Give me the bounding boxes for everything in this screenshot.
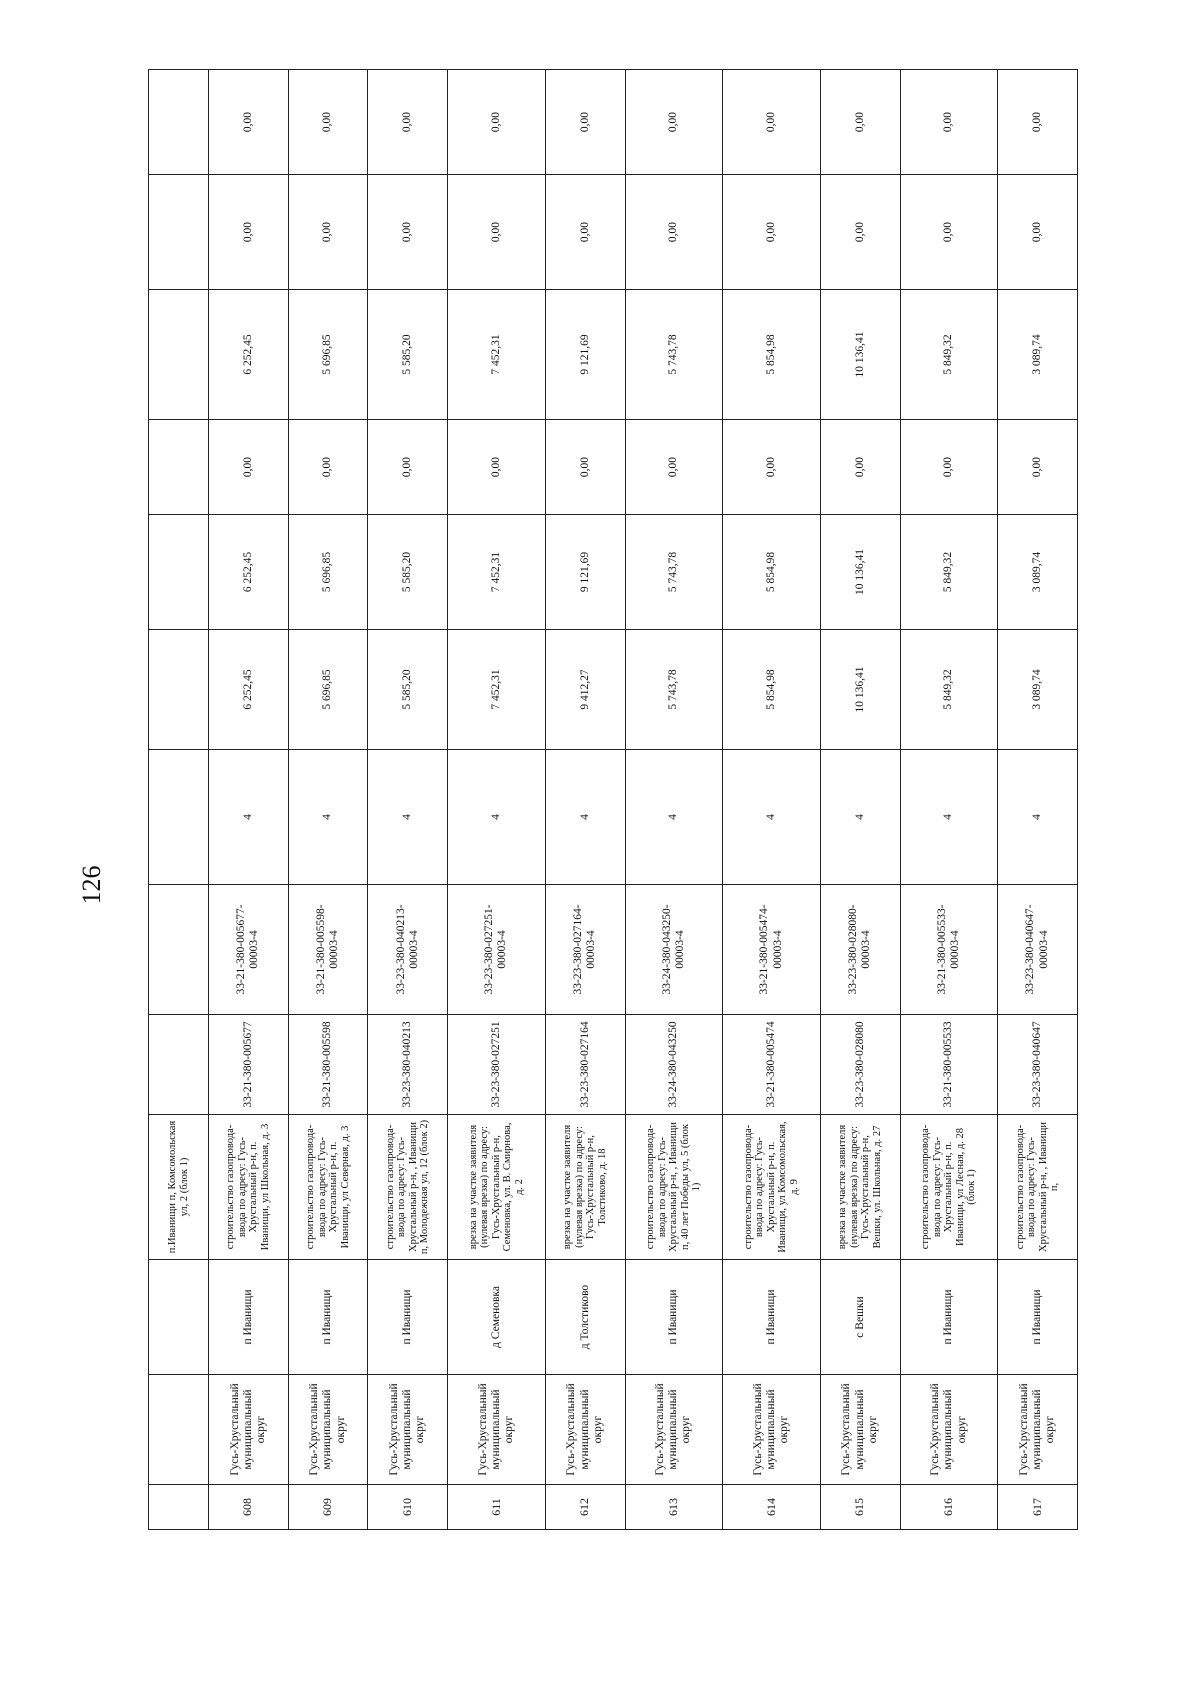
table-cell-category: 4: [900, 750, 998, 885]
table-cell-number: 608: [209, 1485, 289, 1530]
table-cell-category: 4: [723, 750, 821, 885]
table-cell-value-4: 10 136,41: [820, 290, 900, 420]
table-cell-category: 4: [209, 750, 289, 885]
table-cell-locality: п Иванищи: [900, 1260, 998, 1375]
table-row: [209, 70, 289, 1530]
table-cell-category: 4: [998, 750, 1078, 885]
table-cell-value-1: 10 136,41: [820, 630, 900, 750]
table-row: [368, 70, 448, 1530]
table-cell-district: Гусь-Хрустальный муниципальный округ: [368, 1375, 448, 1485]
table-cell-value-3: 0,00: [820, 420, 900, 515]
table-cell-value-5: 0,00: [448, 175, 546, 290]
table-cell-value-6: 0,00: [209, 70, 289, 175]
data-table: [148, 69, 1078, 1530]
table-cell-district: Гусь-Хрустальный муниципальный округ: [820, 1375, 900, 1485]
table-cell-locality: п Иванищи: [998, 1260, 1078, 1375]
table-cell-value-2: 6 252,45: [209, 515, 289, 630]
table-cell-value-3: 0,00: [368, 420, 448, 515]
table-row: [900, 70, 998, 1530]
table-cell-value-1: 5 849,32: [900, 630, 998, 750]
table-cell-object-code: 33-23-380-040647-00003-4: [998, 885, 1078, 1015]
table-cell: [149, 885, 209, 1015]
table-cell-description: строительство газопровода-ввода по адресу: Гусь-Хрустальный р-н, п. Иванищи, ул Северная, д. 3: [288, 1115, 368, 1260]
table-cell-locality: д Семеновка: [448, 1260, 546, 1375]
table-cell-description: врезка на участке заявителя (нулевая врезка) по адресу: Гусь-Хрустальный р-н, Вешки, ул. Школьная, д. 27: [820, 1115, 900, 1260]
table-cell-value-6: 0,00: [625, 70, 723, 175]
table-cell-value-1: 5 743,78: [625, 630, 723, 750]
table-cell: [149, 1375, 209, 1485]
table-cell-category: 4: [288, 750, 368, 885]
table-cell-value-3: 0,00: [625, 420, 723, 515]
table-cell-value-1: 5 696,85: [288, 630, 368, 750]
table-body: [149, 70, 1078, 1530]
table-cell: [149, 70, 209, 175]
table-cell-value-6: 0,00: [545, 70, 625, 175]
table-cell-number: 615: [820, 1485, 900, 1530]
table-cell-district: Гусь-Хрустальный муниципальный округ: [448, 1375, 546, 1485]
table-cell-cadastral-number: 33-23-380-040647: [998, 1015, 1078, 1115]
table-cell-value-1: 9 412,27: [545, 630, 625, 750]
table-cell-district: Гусь-Хрустальный муниципальный округ: [625, 1375, 723, 1485]
table-cell-number: 610: [368, 1485, 448, 1530]
table-row: [545, 70, 625, 1530]
table-cell-number: 613: [625, 1485, 723, 1530]
table-cell-value-1: 6 252,45: [209, 630, 289, 750]
table-cell-value-3: 0,00: [448, 420, 546, 515]
table-cell-value-4: 5 743,78: [625, 290, 723, 420]
table-cell-value-4: 9 121,69: [545, 290, 625, 420]
table-cell-locality: п Иванищи: [625, 1260, 723, 1375]
table-cell: [149, 290, 209, 420]
table-cell-value-5: 0,00: [209, 175, 289, 290]
table-cell-category: 4: [545, 750, 625, 885]
table-cell-value-6: 0,00: [448, 70, 546, 175]
table-cell-value-2: 5 743,78: [625, 515, 723, 630]
table-row-continuation: [149, 70, 209, 1530]
table-cell: [149, 1015, 209, 1115]
table-cell: [149, 1485, 209, 1530]
table-cell-category: 4: [625, 750, 723, 885]
table-row: [723, 70, 821, 1530]
table-cell-value-5: 0,00: [368, 175, 448, 290]
table-cell-object-code: 33-23-380-028080-00003-4: [820, 885, 900, 1015]
table-cell-value-4: 5 585,20: [368, 290, 448, 420]
table-cell-district: Гусь-Хрустальный муниципальный округ: [900, 1375, 998, 1485]
table-cell: [149, 175, 209, 290]
table-cell-locality: п Иванищи: [209, 1260, 289, 1375]
table-cell-object-code: 33-21-380-005677-00003-4: [209, 885, 289, 1015]
table-cell-number: 609: [288, 1485, 368, 1530]
table-cell-description: строительство газопровода-ввода по адресу: Гусь-Хрустальный р-н, п. Иванищи, ул Комсомольская, д. 9: [723, 1115, 821, 1260]
table-cell-value-4: 5 854,98: [723, 290, 821, 420]
table-cell-value-4: 5 849,32: [900, 290, 998, 420]
table-row: [625, 70, 723, 1530]
table-cell-value-2: 5 585,20: [368, 515, 448, 630]
table-cell-object-code: 33-21-380-005533-00003-4: [900, 885, 998, 1015]
table-cell-district: Гусь-Хрустальный муниципальный округ: [723, 1375, 821, 1485]
table-cell-district: Гусь-Хрустальный муниципальный округ: [998, 1375, 1078, 1485]
table-cell-district: Гусь-Хрустальный муниципальный округ: [545, 1375, 625, 1485]
table-cell-cadastral-number: 33-21-380-005533: [900, 1015, 998, 1115]
table-cell-cadastral-number: 33-21-380-005474: [723, 1015, 821, 1115]
table-cell-value-3: 0,00: [723, 420, 821, 515]
table-cell-value-5: 0,00: [288, 175, 368, 290]
table-row: [448, 70, 546, 1530]
table-cell: [149, 420, 209, 515]
table-cell-value-3: 0,00: [998, 420, 1078, 515]
table-cell-description: строительство газопровода-ввода по адресу: Гусь-Хрустальный р-н, п. Иванищи, ул Лесная, д. 28 (блок 1): [900, 1115, 998, 1260]
table-row: [820, 70, 900, 1530]
table-cell-cadastral-number: 33-23-380-028080: [820, 1015, 900, 1115]
table-cell-object-code: 33-21-380-005598-00003-4: [288, 885, 368, 1015]
table-row: [998, 70, 1078, 1530]
table-cell-value-2: 5 849,32: [900, 515, 998, 630]
table-cell-number: 612: [545, 1485, 625, 1530]
table-cell-value-3: 0,00: [209, 420, 289, 515]
table-cell-value-4: 7 452,31: [448, 290, 546, 420]
table-cell-value-1: 3 089,74: [998, 630, 1078, 750]
table-cell-locality: д Толстиково: [545, 1260, 625, 1375]
table-cell-value-5: 0,00: [545, 175, 625, 290]
table-cell-locality: п Иванищи: [288, 1260, 368, 1375]
table-cell-value-3: 0,00: [900, 420, 998, 515]
table-cell-number: 617: [998, 1485, 1078, 1530]
table-cell-value-1: 7 452,31: [448, 630, 546, 750]
table-cell-value-6: 0,00: [998, 70, 1078, 175]
table-cell: [149, 515, 209, 630]
table-cell-value-6: 0,00: [723, 70, 821, 175]
table-cell-number: 614: [723, 1485, 821, 1530]
table-row: [288, 70, 368, 1530]
table-cell-value-2: 5 854,98: [723, 515, 821, 630]
table-cell-object-code: 33-23-380-040213-00003-4: [368, 885, 448, 1015]
table-cell-cadastral-number: 33-21-380-005598: [288, 1015, 368, 1115]
table-cell-district: Гусь-Хрустальный муниципальный округ: [209, 1375, 289, 1485]
table-cell-description: строительство газопровода-ввода по адресу: Гусь-Хрустальный р-н, п. Иванищи, ул Школьная, д. 3: [209, 1115, 289, 1260]
table-cell-value-2: 7 452,31: [448, 515, 546, 630]
table-cell: [149, 750, 209, 885]
table-cell-value-2: 10 136,41: [820, 515, 900, 630]
table-cell-value-2: 9 121,69: [545, 515, 625, 630]
table-cell-cadastral-number: 33-24-380-043250: [625, 1015, 723, 1115]
table-cell-value-5: 0,00: [998, 175, 1078, 290]
table-cell-number: 611: [448, 1485, 546, 1530]
table-cell-description: строительство газопровода-ввода по адресу: Гусь-Хрустальный р-н, , Иванищи п, 40 лет Победы ул, 5 (блок 1): [625, 1115, 723, 1260]
table-cell-number: 616: [900, 1485, 998, 1530]
table-cell-value-1: 5 585,20: [368, 630, 448, 750]
table-cell-locality: п Иванищи: [368, 1260, 448, 1375]
table-cell-value-6: 0,00: [288, 70, 368, 175]
table-cell: [149, 630, 209, 750]
table-cell-value-3: 0,00: [288, 420, 368, 515]
table-cell-cadastral-number: 33-23-380-027164: [545, 1015, 625, 1115]
table-cell-value-1: 5 854,98: [723, 630, 821, 750]
table-cell-value-6: 0,00: [368, 70, 448, 175]
table-cell-object-code: 33-21-380-005474-00003-4: [723, 885, 821, 1015]
table-cell-cadastral-number: 33-23-380-040213: [368, 1015, 448, 1115]
table-cell-description: строительство газопровода-ввода по адресу: Гусь-Хрустальный р-н, , Иванищи п, Молодежная ул, 12 (блок 2): [368, 1115, 448, 1260]
page-number: 126: [77, 865, 106, 905]
table-cell-value-3: 0,00: [545, 420, 625, 515]
table-cell-description: врезка на участке заявителя (нулевая врезка) по адресу: Гусь-Хрустальный р-н, Толстиково, д. 18: [545, 1115, 625, 1260]
table-cell-value-5: 0,00: [820, 175, 900, 290]
table-cell-category: 4: [820, 750, 900, 885]
table-cell-description: строительство газопровода-ввода по адресу: Гусь-Хрустальный р-н, , Иванищи п,: [998, 1115, 1078, 1260]
table-cell-value-5: 0,00: [723, 175, 821, 290]
table-cell-object-code: 33-23-380-027251-00003-4: [448, 885, 546, 1015]
table-cell-value-5: 0,00: [625, 175, 723, 290]
table-cell-value-2: 5 696,85: [288, 515, 368, 630]
table-cell-object-code: 33-23-380-027164-00003-4: [545, 885, 625, 1015]
table-cell-cadastral-number: 33-23-380-027251: [448, 1015, 546, 1115]
table-cell-category: 4: [368, 750, 448, 885]
table-cell-object-code: 33-24-380-043250-00003-4: [625, 885, 723, 1015]
table-cell-description: п.Иванищи п, Комсомольская ул, 2 (блок 1): [149, 1115, 209, 1260]
table-cell-district: Гусь-Хрустальный муниципальный округ: [288, 1375, 368, 1485]
table-cell-locality: с Вешки: [820, 1260, 900, 1375]
table-cell-value-6: 0,00: [820, 70, 900, 175]
table-cell-locality: п Иванищи: [723, 1260, 821, 1375]
table-cell-value-6: 0,00: [900, 70, 998, 175]
table-cell-value-2: 3 089,74: [998, 515, 1078, 630]
table-cell-description: врезка на участке заявителя (нулевая врезка) по адресу: Гусь-Хрустальный р-н, Семеновка, ул. В. Смирнова, д. 2: [448, 1115, 546, 1260]
table-cell-value-5: 0,00: [900, 175, 998, 290]
table-container: [148, 111, 1078, 1530]
table-cell-value-4: 5 696,85: [288, 290, 368, 420]
table-cell-value-4: 3 089,74: [998, 290, 1078, 420]
table-cell: [149, 1260, 209, 1375]
table-cell-cadastral-number: 33-21-380-005677: [209, 1015, 289, 1115]
table-cell-category: 4: [448, 750, 546, 885]
table-cell-value-4: 6 252,45: [209, 290, 289, 420]
